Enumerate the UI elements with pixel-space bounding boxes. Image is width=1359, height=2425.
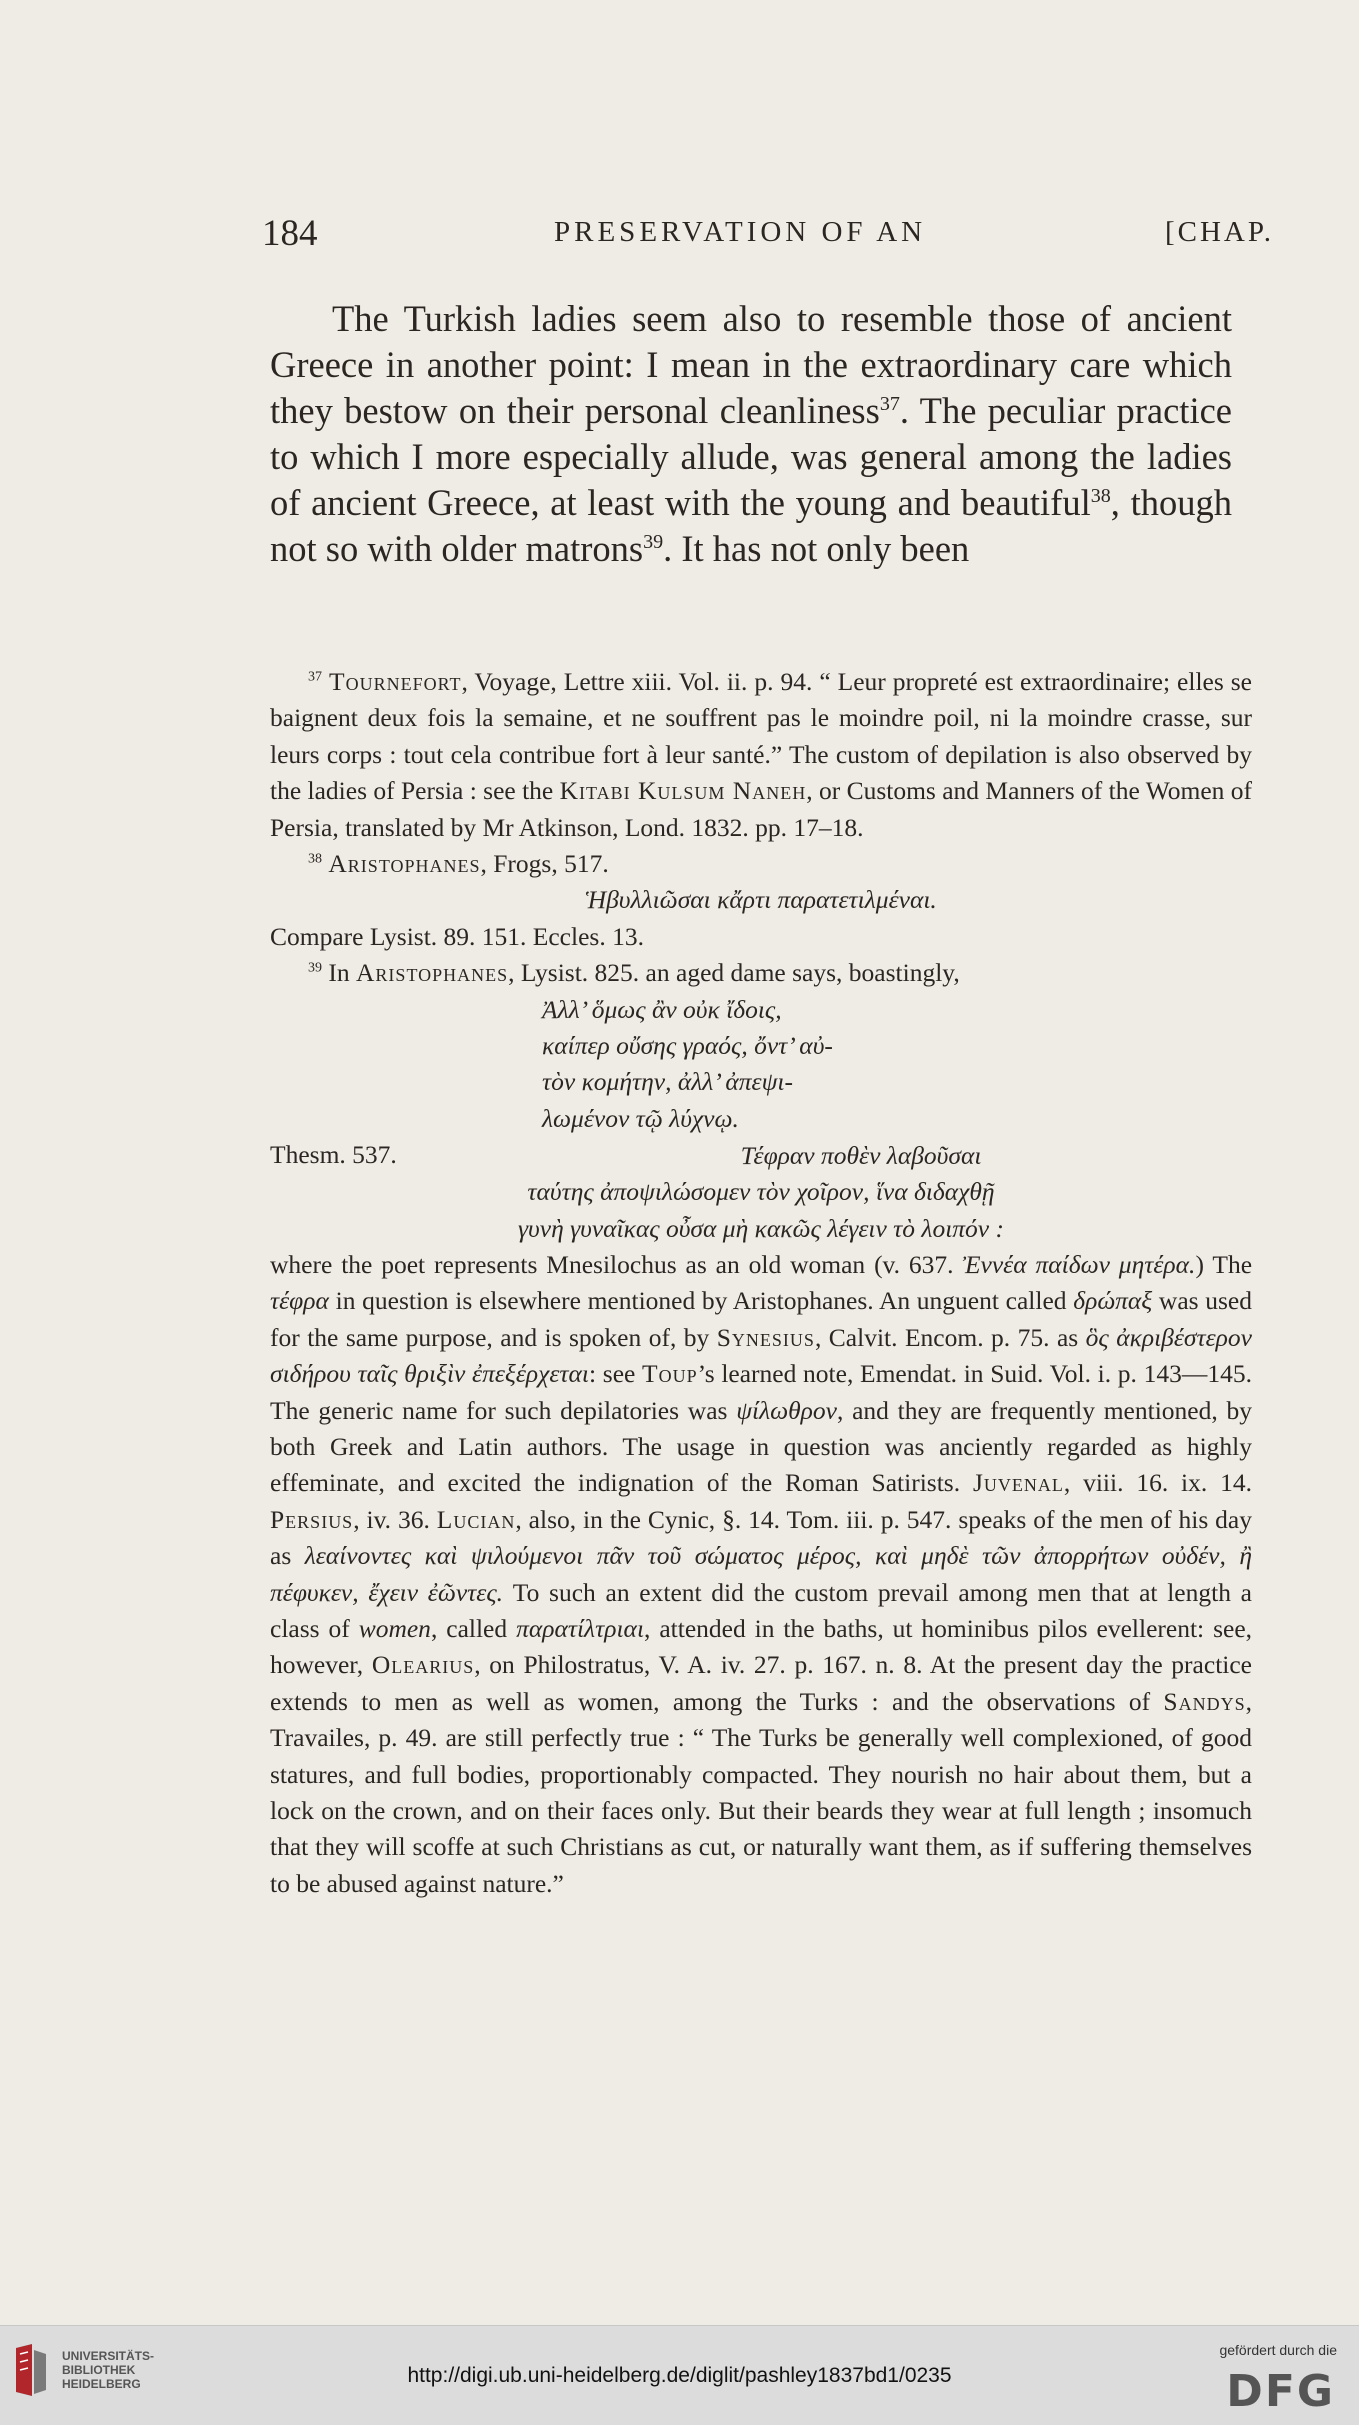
footnote-text: In — [328, 958, 357, 988]
footnote-text: , iv. 36. — [353, 1504, 437, 1534]
footnote-ref-37[interactable]: 37 — [879, 392, 900, 415]
footnote-39-continued — [270, 1247, 1252, 1902]
greek-verse-line: λωμένον τῷ λύχνῳ. — [542, 1103, 739, 1133]
author-name: Olearius — [371, 1650, 475, 1680]
footnote-text: , and they are frequently mentioned, by both Greek and Latin authors. The usage in question was anciently regarded as highly effeminate, and excited the indignation of the Roman Satirists. — [270, 1395, 1252, 1498]
library-name-line: BIBLIOTHEK — [62, 2363, 136, 2377]
footnote-text: , or Customs and Manners of the Women of Persia, translated by Mr Atkinson, Lond. 1832. pp. 17–18. — [270, 776, 1253, 842]
footnote-ref-38[interactable]: 38 — [1090, 484, 1111, 507]
footnote-number: 38 — [308, 851, 323, 867]
library-name-line: UNIVERSITÄTS- — [62, 2349, 155, 2363]
greek-verse-line: Ἀλλ’ ὅμως ἂν οὐκ ἴδοις, — [542, 994, 782, 1024]
body-text-4: . It has not only been — [663, 528, 970, 569]
permalink-url[interactable]: http://digi.ub.uni-heidelberg.de/diglit/pashley1837bd1/0235 — [407, 2364, 952, 2387]
author-name: Aristophanes — [356, 958, 509, 988]
page-number: 184 — [262, 213, 318, 254]
footnote-39 — [270, 955, 1252, 991]
greek-quote-line: Τέφραν ποθὲν λαβοῦσαι — [740, 1140, 982, 1170]
funding-note: gefördert durch die — [1219, 2342, 1337, 2358]
greek-verse-line: καίπερ οὔσης γραός, ὄντ’ αὐ- — [542, 1031, 833, 1061]
footnote-text: To such an extent did the custom prevail among men that at length a class of — [270, 1577, 1252, 1643]
author-name: Lucian — [436, 1504, 516, 1534]
footnote-text: , attended in the baths, ut hominibus pilos evellerent: see, however, — [270, 1613, 1253, 1680]
greek-term: Ἐννέα παίδων μητέρα. — [962, 1249, 1196, 1279]
footnotes — [270, 664, 1252, 1902]
body-text-3: , though not so with older matrons — [270, 482, 1232, 569]
citation: Thesm. 537. — [270, 1140, 397, 1170]
running-title: PRESERVATION OF AN — [554, 216, 927, 248]
greek-term: ὃς ἀκριβέστερον σιδήρου ταῖς θριξὶν ἐπεξέρχεται — [270, 1322, 1252, 1389]
footnote-number: 37 — [308, 669, 323, 685]
footnote-text: Compare Lysist. 89. 151. Eccles. 13. — [270, 921, 644, 951]
author-name: Toup — [642, 1359, 698, 1389]
footnote-text: , Calvit. Encom. p. 75. as — [814, 1322, 1086, 1352]
viewer-footer — [0, 2325, 1359, 2425]
footnote-text: , Voyage, Lettre xiii. Vol. ii. p. 94. “ Leur propreté est extraordinaire; elles se baignent deux fois la semaine, et ne souffrent pas le moindre poil, ni la moindre crasse, sur leurs corps : tout cela contribue fort à leur santé.” The custom of depilation is also observed by the ladies of Persia : see the — [270, 667, 1252, 806]
author-name: Synesius — [716, 1322, 815, 1352]
footnote-text: , Lysist. 825. an aged dame says, boastingly, — [508, 958, 960, 988]
footnote-text: ’s learned note, Emendat. in Suid. Vol. i. p. 143—145. The generic name for such depilatories was — [270, 1359, 1252, 1425]
author-name: Aristophanes — [328, 849, 481, 879]
footnote-ref-39[interactable]: 39 — [643, 530, 664, 553]
book-title: Kitabi Kulsum Naneh — [559, 776, 807, 806]
footnote-text: was used for the same purpose, and is spoken of, by — [270, 1286, 1252, 1352]
footnote-text: ) The — [1195, 1249, 1253, 1279]
footnote-text: , Travailes, p. 49. are still perfectly true : “ The Turks be generally well complexioned, of good statures, and full bodies, proportionably compacted. They nourish no hair about them, but a lock on the crown, and on their faces only. But their beards they wear at full length ; insomuch that they will scoffe at such Christians as cut, or naturally want them, as if suffering themselves to be abused against nature.” — [270, 1686, 1252, 1898]
greek-term: τέφρα — [270, 1286, 329, 1316]
body-text-2: . The peculiar practice to which I more especially allude, was general among the ladies of ancient Greece, at least with the young and beautiful — [270, 390, 1232, 523]
footnote-text: : see — [589, 1359, 643, 1389]
greek-quote: Ἡβυλλιῶσαι κἄρτι παρατετιλμέναι. — [585, 885, 937, 915]
author-name: Juvenal — [972, 1468, 1064, 1498]
greek-term: λεαίνοντες καὶ ψιλούμενοι πᾶν τοῦ σώματος μέρος, καὶ μηδὲ τῶν ἀπορρήτων οὐδέν, ἢ πέφυκεν, ἔχειν ἐῶντες. — [270, 1541, 1252, 1607]
footnote-text: where the poet represents Mnesilochus as an old woman (v. 637. — [270, 1249, 963, 1279]
greek-quote-line: ταύτης ἀποψιλώσομεν τὸν χοῖρον, ἵνα διδαχθῇ — [527, 1177, 995, 1207]
main-paragraph — [270, 296, 1232, 572]
author-name: Sandys — [1163, 1686, 1246, 1716]
footnote-number: 39 — [308, 960, 323, 976]
running-header — [262, 212, 1274, 272]
footnote-text: in question is elsewhere mentioned by Aristophanes. An unguent called — [328, 1286, 1074, 1316]
dfg-logo[interactable]: DFG — [1226, 2366, 1335, 2417]
greek-term: ψίλωθρον — [736, 1395, 837, 1425]
author-name: Persius — [270, 1504, 354, 1534]
greek-verse-line: τὸν κομήτην, ἀλλ’ ἀπεψι- — [542, 1067, 793, 1097]
emphasis: women — [358, 1613, 431, 1643]
footnote-text: , also, in the Cynic, §. 14. Tom. iii. p. 547. speaks of the men of his day as — [270, 1504, 1252, 1571]
footnote-text: , on Philostratus, V. A. iv. 27. p. 167. n. 8. At the present day the practice extends to men as well as women, among the Turks : and the observations of — [270, 1650, 1252, 1716]
footnote-37 — [270, 664, 1252, 846]
greek-term: δρώπαξ — [1073, 1286, 1153, 1316]
greek-quote-line: γυνὴ γυναῖκας οὖσα μὴ κακῶς λέγειν τὸ λοιπόν : — [518, 1213, 1004, 1243]
footnote-text: , called — [430, 1613, 517, 1643]
library-name-line: HEIDELBERG — [62, 2377, 141, 2391]
greek-term: παρατίλτριαι — [516, 1613, 645, 1643]
footnote-38 — [270, 846, 1252, 882]
body-text-1: The Turkish ladies seem also to resemble those of ancient Greece in another point: I mean in the extraordinary care which they bestow on their personal cleanliness — [270, 298, 1232, 431]
author-name: Tournefort — [329, 667, 462, 696]
footnote-text: , viii. 16. ix. 14. — [1063, 1468, 1252, 1498]
footnote-text: , Frogs, 517. — [480, 849, 609, 879]
chapter-mark: [CHAP. — [1164, 216, 1274, 248]
